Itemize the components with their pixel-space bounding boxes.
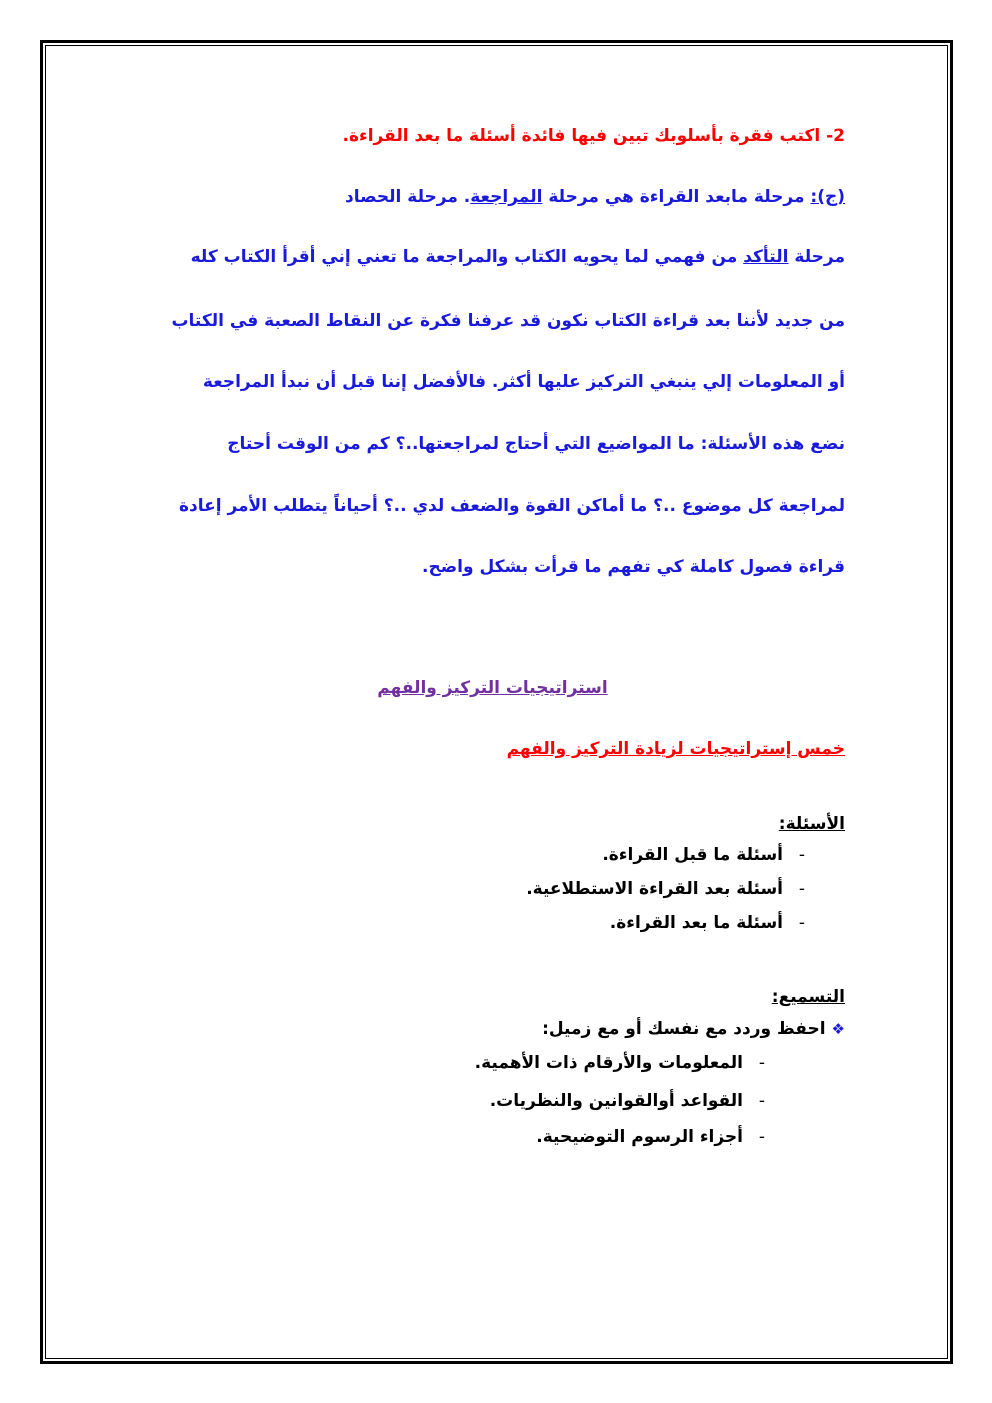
page-border-inner [45,45,948,1359]
dash-bullet-icon: - [758,1127,765,1147]
list-item: -أجزاء الرسوم التوضيحية. [536,1127,765,1147]
list-item: -المعلومات والأرقام ذات الأهمية. [474,1053,765,1073]
answer-line-4: أو المعلومات إلي ينبغي التركيز عليها أكثر. فالأفضل إننا قبل أن نبدأ المراجعة [202,372,845,392]
questions-heading: الأسئلة: [778,814,845,834]
dash-bullet-icon: - [798,879,805,899]
list-item: -أسئلة ما بعد القراءة. [609,913,805,933]
question-title: 2- اكتب فقرة بأسلوبك تبين فيها فائدة أسئلة ما بعد القراءة. [342,126,845,146]
answer-line-2-underlined: التأكد [743,247,789,267]
section-subtitle: خمس إستراتيجيات لزيادة التركيز والفهم [506,739,845,759]
list-item: -القواعد أوالقوانين والنظريات. [489,1091,765,1111]
list-item: -أسئلة بعد القراءة الاستطلاعية. [526,879,805,899]
answer-line-2-start: مرحلة [788,247,845,267]
section-title: استراتيجيات التركيز والفهم [377,678,608,698]
dash-bullet-icon: - [758,1091,765,1111]
answer-line-1-text-b: . مرحلة الحصاد [345,187,471,207]
answer-line-1-underlined: المراجعة [470,187,543,207]
dash-bullet-icon: - [758,1053,765,1073]
list-item: -أسئلة ما قبل القراءة. [602,845,805,865]
recitation-bullet: ❖احفظ وردد مع نفسك أو مع زميل: [542,1019,845,1039]
dash-bullet-icon: - [798,913,805,933]
answer-line-1 [345,185,845,209]
recitation-heading: التسميع: [771,987,845,1007]
answer-line-6: لمراجعة كل موضوع ..؟ ما أماكن القوة والضعف لدي ..؟ أحياناً يتطلب الأمر إعادة [178,496,845,516]
answer-line-2-rest: من فهمي لما يحويه الكتاب والمراجعة ما تعني إني أقرأ الكتاب كله [190,247,744,267]
answer-label: (ج): [810,187,845,207]
answer-line-2 [191,245,845,269]
answer-line-5: نضع هذه الأسئلة: ما المواضيع التي أحتاج لمراجعتها..؟ كم من الوقت أحتاج [227,434,845,454]
dash-bullet-icon: - [798,845,805,865]
answer-line-1-text-a: مرحلة مابعد القراءة هي مرحلة [542,187,811,207]
answer-line-3: من جديد لأننا بعد قراءة الكتاب نكون قد عرفنا فكرة عن النقاط الصعبة في الكتاب [171,311,845,331]
answer-line-7: قراءة فصول كاملة كي تفهم ما قرأت بشكل واضح. [422,557,845,577]
diamond-bullet-icon: ❖ [831,1020,845,1038]
